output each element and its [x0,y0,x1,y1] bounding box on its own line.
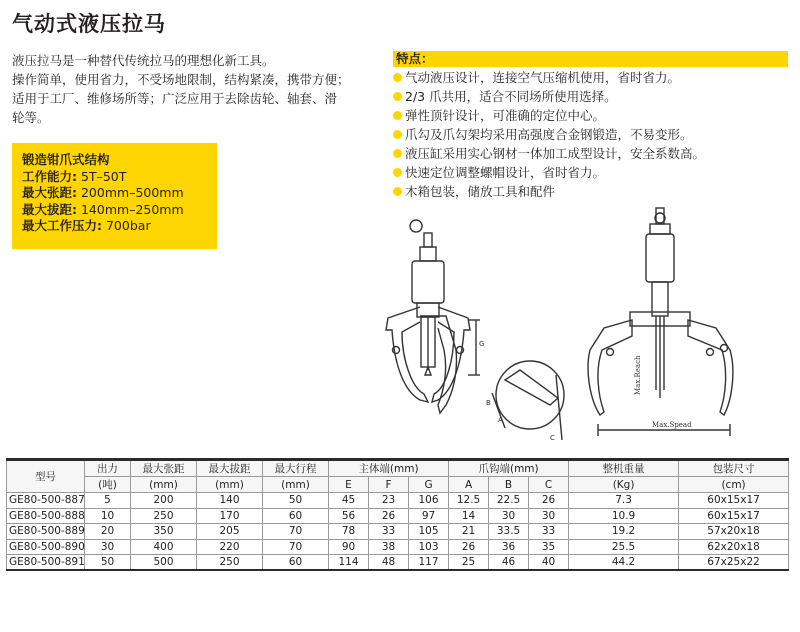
header-jaw: 爪钩端(mm) [449,460,569,477]
intro-line: 操作简单，使用省力，不受场地限制，结构紧凑，携带方便； [12,72,350,87]
table-cell: 140 [197,493,263,509]
table-cell: 200 [131,493,197,509]
page-title: 气动式液压拉马 [12,12,166,36]
dim-label-c: C [550,434,555,442]
table-cell: 23 [369,493,409,509]
spec-label: 最大工作压力: [22,218,102,233]
table-cell: 90 [329,539,369,555]
intro-line: 适用于工厂、维修场所等；广泛应用于去除齿轮、轴套、滑 [12,91,338,106]
feature-item: 木箱包装，储放工具和配件 [393,182,705,201]
bullet-icon [393,111,402,120]
table-cell: 5 [85,493,131,509]
table-cell: 44.2 [569,555,679,571]
table-cell: 50 [263,493,329,509]
table-cell: 33 [529,524,569,540]
header-sub: A [449,477,489,493]
table-cell: 26 [529,493,569,509]
table-cell: 30 [529,508,569,524]
table-cell: 60x15x17 [679,493,789,509]
table-cell: 36 [489,539,529,555]
header-force-unit: (吨) [85,477,131,493]
spec-label: 最大张距: [22,185,77,200]
table-cell: 60 [263,555,329,571]
header-weight-unit: (Kg) [569,477,679,493]
structure-label: 锻造钳爪式结构 [22,152,110,167]
puller-technical-drawing [380,200,780,450]
bullet-icon [393,149,402,158]
header-stroke: 最大行程 [263,460,329,477]
table-cell: 30 [489,508,529,524]
table-cell: 10 [85,508,131,524]
bullet-icon [393,130,402,139]
feature-item: 快速定位调整螺帽设计，省时省力。 [393,163,705,182]
table-row [7,539,789,555]
table-cell: GE80-500-888 [7,508,85,524]
max-spread-label: Max.Spead [652,421,692,429]
header-sub: C [529,477,569,493]
table-row [7,555,789,571]
header-pack-unit: (cm) [679,477,789,493]
feature-item: 2/3 爪共用，适合不同场所使用选择。 [393,87,705,106]
table-cell: 78 [329,524,369,540]
feature-item: 爪勾及爪勾架均采用高强度合金钢锻造，不易变形。 [393,125,705,144]
table-cell: 46 [489,555,529,571]
table-cell: 62x20x18 [679,539,789,555]
table-cell: 106 [409,493,449,509]
max-reach-label: Max.Reach [634,355,642,395]
dim-label-b: B [486,399,491,407]
table-cell: 19.2 [569,524,679,540]
table-cell: 10.9 [569,508,679,524]
table-cell: 105 [409,524,449,540]
table-cell: 67x25x22 [679,555,789,571]
table-cell: 250 [197,555,263,571]
spec-value: 700bar [105,218,151,233]
table-cell: 50 [85,555,131,571]
spec-label: 工作能力: [22,168,77,184]
table-cell: 25 [449,555,489,571]
header-model: 型号 [7,460,85,493]
table-cell: 14 [449,508,489,524]
table-cell: 350 [131,524,197,540]
bullet-icon [393,92,402,101]
table-cell: 57x20x18 [679,524,789,540]
dim-label-g: G [479,340,485,348]
table-cell: 26 [449,539,489,555]
features-heading: 特点： [393,51,788,67]
table-cell: 21 [449,524,489,540]
intro-line: 轮等。 [12,110,50,125]
table-cell: GE80-500-890 [7,539,85,555]
features-list [393,68,705,201]
header-spread-unit: (mm) [131,477,197,493]
header-pack: 包装尺寸 [679,460,789,477]
feature-item: 气动液压设计，连接空气压缩机使用，省时省力。 [393,68,705,87]
table-cell: 40 [529,555,569,571]
bullet-icon [393,168,402,177]
table-cell: 400 [131,539,197,555]
header-sub: G [409,477,449,493]
header-reach: 最大拔距 [197,460,263,477]
table-cell: 12.5 [449,493,489,509]
table-cell: 60x15x17 [679,508,789,524]
table-cell: 26 [369,508,409,524]
table-row [7,524,789,540]
intro-text [12,51,372,127]
table-cell: 7.3 [569,493,679,509]
table-row [7,493,789,509]
table-cell: 25.5 [569,539,679,555]
table-cell: 56 [329,508,369,524]
spec-table [6,458,789,571]
table-cell: 33 [369,524,409,540]
spec-box [12,143,217,249]
header-sub: F [369,477,409,493]
table-cell: GE80-500-889 [7,524,85,540]
table-row [7,508,789,524]
table-cell: 48 [369,555,409,571]
header-body: 主体端(mm) [329,460,449,477]
header-sub: B [489,477,529,493]
table-cell: 60 [263,508,329,524]
table-cell: 70 [263,539,329,555]
two-jaw-puller-drawing [588,208,733,436]
table-cell: 500 [131,555,197,571]
table-cell: GE80-500-887 [7,493,85,509]
spec-value: 140mm–250mm [80,201,184,217]
feature-item: 液压缸采用实心钢材一体加工成型设计，安全系数高。 [393,144,705,163]
dim-label-a: A [498,416,503,424]
jaw-detail-view [486,361,564,442]
table-cell: 33.5 [489,524,529,540]
table-cell: 35 [529,539,569,555]
table-body [7,493,789,571]
table-cell: GE80-500-891 [7,555,85,571]
table-cell: 22.5 [489,493,529,509]
spec-label: 最大拔距: [22,201,77,217]
table-cell: 117 [409,555,449,571]
table-cell: 170 [197,508,263,524]
table-cell: 30 [85,539,131,555]
table-cell: 38 [369,539,409,555]
header-spread: 最大张距 [131,460,197,477]
spec-value: 5T–50T [80,168,127,184]
header-stroke-unit: (mm) [263,477,329,493]
table-cell: 20 [85,524,131,540]
header-force: 出力 [85,460,131,477]
table-cell: 97 [409,508,449,524]
table-cell: 205 [197,524,263,540]
table-cell: 250 [131,508,197,524]
bullet-icon [393,187,402,196]
header-sub: E [329,477,369,493]
intro-line: 液压拉马是一种替代传统拉马的理想化新工具。 [12,53,275,68]
three-jaw-puller-drawing [386,220,484,413]
feature-item: 弹性顶针设计，可准确的定位中心。 [393,106,705,125]
table-cell: 45 [329,493,369,509]
bullet-icon [393,73,402,82]
header-reach-unit: (mm) [197,477,263,493]
table-cell: 70 [263,524,329,540]
table-cell: 103 [409,539,449,555]
table-cell: 220 [197,539,263,555]
table-cell: 114 [329,555,369,571]
spec-value: 200mm–500mm [80,185,184,200]
header-weight: 整机重量 [569,460,679,477]
